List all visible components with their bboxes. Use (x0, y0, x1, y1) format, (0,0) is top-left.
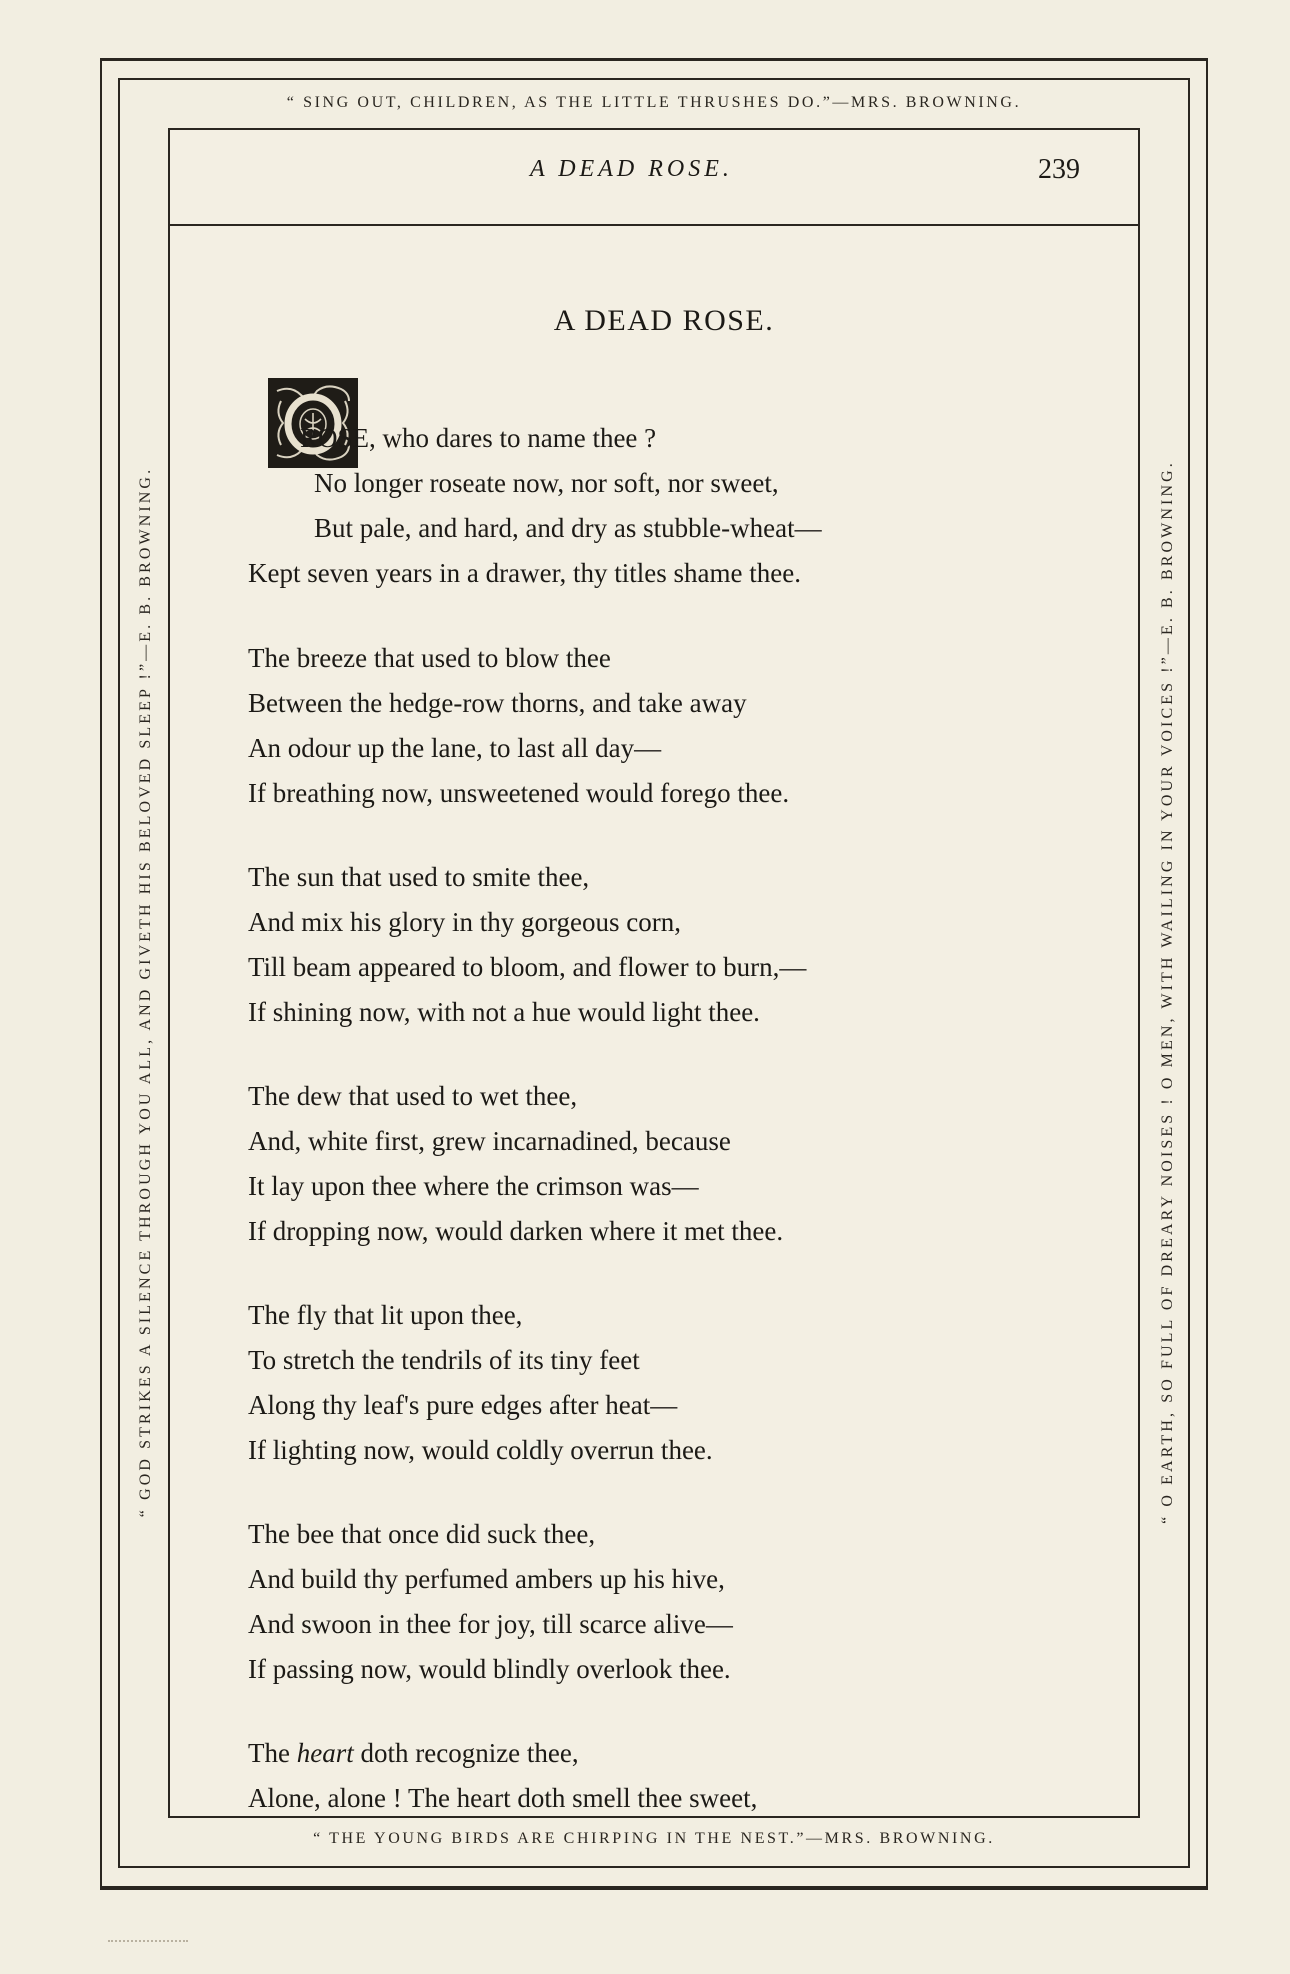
poem-line: Along thy leaf's pure edges after heat— (248, 1390, 678, 1420)
poem-line: If lighting now, would coldly overrun thee. (248, 1435, 713, 1465)
poem-line: And swoon in thee for joy, till scarce alive— (248, 1609, 733, 1639)
page-number: 239 (1038, 154, 1080, 185)
poem-line: Alone, alone ! The heart doth smell thee sweet, (248, 1783, 758, 1813)
poem-line: If shining now, with not a hue would light thee. (248, 997, 760, 1027)
poem-line (248, 1737, 579, 1769)
poem-line: And mix his glory in thy gorgeous corn, (248, 907, 681, 937)
poem-line: Till beam appeared to bloom, and flower to burn,— (248, 952, 807, 982)
poem-line: To stretch the tendrils of its tiny feet (248, 1345, 640, 1375)
poem-word: The (248, 1738, 290, 1768)
border-quote-bottom: “ THE YOUNG BIRDS ARE CHIRPING IN THE NEST.”—MRS. BROWNING. (313, 1830, 995, 1847)
border-quote-right: “ O EARTH, SO FULL OF DREARY NOISES ! O MEN, WITH WAILING IN YOUR VOICES !”—E. B. BROWNING. (1159, 460, 1176, 1524)
poem-line: It lay upon thee where the crimson was— (248, 1171, 699, 1201)
poem-line: If breathing now, unsweetened would forego thee. (248, 778, 790, 808)
poem-line: No longer roseate now, nor soft, nor sweet, (314, 468, 779, 498)
poem-line: And build thy perfumed ambers up his hive, (248, 1564, 725, 1594)
poem-line: If dropping now, would darken where it met thee. (248, 1216, 784, 1246)
poem-line: Between the hedge-row thorns, and take away (248, 688, 747, 718)
poem-line: And, white first, grew incarnadined, because (248, 1126, 731, 1156)
paper-speck (108, 1940, 188, 1946)
poem-line-rest: doth recognize thee, (360, 1738, 579, 1768)
poem-line: An odour up the lane, to last all day— (248, 733, 662, 763)
text-block (168, 128, 1140, 1818)
poem-line: If passing now, would blindly overlook thee. (248, 1654, 731, 1684)
running-title: A DEAD ROSE. (530, 156, 733, 182)
poem-line: The sun that used to smite thee, (248, 862, 590, 892)
poem-line: The dew that used to wet thee, (248, 1081, 578, 1111)
poem-line: The breeze that used to blow thee (248, 643, 611, 673)
header-rule (170, 224, 1138, 226)
running-head (170, 156, 1138, 196)
poem-line: Kept seven years in a drawer, thy titles shame thee. (248, 558, 801, 588)
poem-line: But pale, and hard, and dry as stubble-wheat— (314, 513, 822, 543)
border-quote-left: “ GOD STRIKES A SILENCE THROUGH YOU ALL, AND GIVETH HIS BELOVED SLEEP !”—E. B. BROWNING. (137, 466, 154, 1518)
border-quote-top: “ SING OUT, CHILDREN, AS THE LITTLE THRUSHES DO.”—MRS. BROWNING. (286, 94, 1022, 111)
poem-line: The bee that once did suck thee, (248, 1519, 596, 1549)
poem-line: ROSE, who dares to name thee ? (300, 423, 657, 453)
poem-title: A DEAD ROSE. (553, 304, 775, 337)
italic-word: heart (296, 1738, 354, 1768)
poem-line: The fly that lit upon thee, (248, 1300, 523, 1330)
